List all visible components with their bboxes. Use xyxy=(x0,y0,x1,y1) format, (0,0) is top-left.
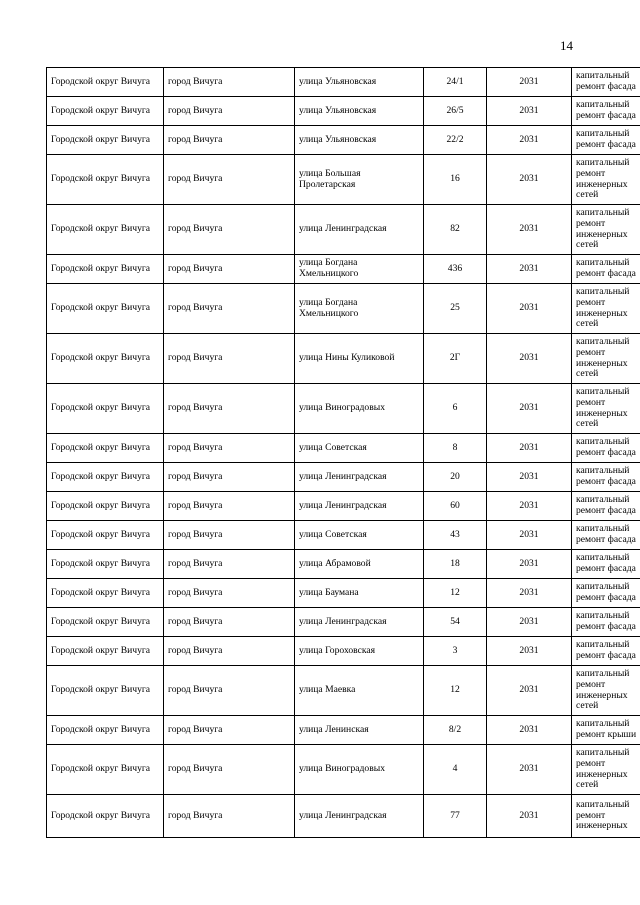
district-cell: Городской округ Вичуга xyxy=(47,284,164,334)
city-cell: город Вичуга xyxy=(164,716,295,745)
work-type-cell: капитальный ремонт фасада xyxy=(572,126,640,155)
district-cell: Городской округ Вичуга xyxy=(47,255,164,284)
house-number-cell: 24/1 xyxy=(424,68,487,97)
district-cell: Городской округ Вичуга xyxy=(47,666,164,716)
table-row xyxy=(47,666,640,716)
street-cell: улица Богдана Хмельницкого xyxy=(295,284,424,334)
district-cell: Городской округ Вичуга xyxy=(47,155,164,205)
city-cell: город Вичуга xyxy=(164,284,295,334)
city-cell: город Вичуга xyxy=(164,126,295,155)
work-type-cell: капитальный ремонт фасада xyxy=(572,97,640,126)
street-cell: улица Гороховская xyxy=(295,637,424,666)
street-cell: улица Баумана xyxy=(295,579,424,608)
city-cell: город Вичуга xyxy=(164,745,295,795)
work-type-cell: капитальный ремонт инженерных сетей xyxy=(572,284,640,334)
district-cell: Городской округ Вичуга xyxy=(47,97,164,126)
year-cell: 2031 xyxy=(487,155,572,205)
house-number-cell: 26/5 xyxy=(424,97,487,126)
city-cell: город Вичуга xyxy=(164,334,295,384)
district-cell: Городской округ Вичуга xyxy=(47,384,164,434)
city-cell: город Вичуга xyxy=(164,255,295,284)
house-number-cell: 8/2 xyxy=(424,716,487,745)
house-number-cell: 12 xyxy=(424,579,487,608)
district-cell: Городской округ Вичуга xyxy=(47,492,164,521)
work-type-cell: капитальный ремонт инженерных сетей xyxy=(572,745,640,795)
city-cell: город Вичуга xyxy=(164,155,295,205)
house-number-cell: 8 xyxy=(424,434,487,463)
work-type-cell: капитальный ремонт инженерных xyxy=(572,795,640,838)
year-cell: 2031 xyxy=(487,463,572,492)
street-cell: улица Ленинградская xyxy=(295,205,424,255)
year-cell: 2031 xyxy=(487,384,572,434)
table-row xyxy=(47,255,640,284)
district-cell: Городской округ Вичуга xyxy=(47,579,164,608)
year-cell: 2031 xyxy=(487,608,572,637)
work-type-cell: капитальный ремонт фасада xyxy=(572,550,640,579)
city-cell: город Вичуга xyxy=(164,463,295,492)
table-row xyxy=(47,716,640,745)
year-cell: 2031 xyxy=(487,579,572,608)
table-row xyxy=(47,384,640,434)
work-type-cell: капитальный ремонт фасада xyxy=(572,579,640,608)
work-type-cell: капитальный ремонт инженерных сетей xyxy=(572,205,640,255)
table-row xyxy=(47,155,640,205)
street-cell: улица Нины Куликовой xyxy=(295,334,424,384)
district-cell: Городской округ Вичуга xyxy=(47,68,164,97)
city-cell: город Вичуга xyxy=(164,68,295,97)
street-cell: улица Ульяновская xyxy=(295,97,424,126)
district-cell: Городской округ Вичуга xyxy=(47,637,164,666)
street-cell: улица Ленинградская xyxy=(295,608,424,637)
house-number-cell: 6 xyxy=(424,384,487,434)
district-cell: Городской округ Вичуга xyxy=(47,205,164,255)
work-type-cell: капитальный ремонт фасада xyxy=(572,492,640,521)
year-cell: 2031 xyxy=(487,68,572,97)
street-cell: улица Ленинградская xyxy=(295,463,424,492)
table-row xyxy=(47,492,640,521)
street-cell: улица Ульяновская xyxy=(295,126,424,155)
work-type-cell: капитальный ремонт фасада xyxy=(572,463,640,492)
work-type-cell: капитальный ремонт фасада xyxy=(572,608,640,637)
city-cell: город Вичуга xyxy=(164,666,295,716)
table-row xyxy=(47,463,640,492)
district-cell: Городской округ Вичуга xyxy=(47,463,164,492)
street-cell: улица Ленинградская xyxy=(295,492,424,521)
table-row xyxy=(47,97,640,126)
work-type-cell: капитальный ремонт инженерных сетей xyxy=(572,334,640,384)
year-cell: 2031 xyxy=(487,716,572,745)
street-cell: улица Маевка xyxy=(295,666,424,716)
year-cell: 2031 xyxy=(487,97,572,126)
house-number-cell: 77 xyxy=(424,795,487,838)
city-cell: город Вичуга xyxy=(164,550,295,579)
table-row xyxy=(47,205,640,255)
work-type-cell: капитальный ремонт инженерных сетей xyxy=(572,384,640,434)
city-cell: город Вичуга xyxy=(164,579,295,608)
district-cell: Городской округ Вичуга xyxy=(47,334,164,384)
house-number-cell: 20 xyxy=(424,463,487,492)
district-cell: Городской округ Вичуга xyxy=(47,716,164,745)
table-row xyxy=(47,637,640,666)
house-number-cell: 60 xyxy=(424,492,487,521)
work-type-cell: капитальный ремонт инженерных сетей xyxy=(572,155,640,205)
work-type-cell: капитальный ремонт фасада xyxy=(572,434,640,463)
city-cell: город Вичуга xyxy=(164,384,295,434)
street-cell: улица Богдана Хмельницкого xyxy=(295,255,424,284)
house-number-cell: 16 xyxy=(424,155,487,205)
city-cell: город Вичуга xyxy=(164,637,295,666)
street-cell: улица Ульяновская xyxy=(295,68,424,97)
district-cell: Городской округ Вичуга xyxy=(47,795,164,838)
house-number-cell: 3 xyxy=(424,637,487,666)
page-number: 14 xyxy=(560,38,573,53)
city-cell: город Вичуга xyxy=(164,608,295,637)
house-number-cell: 54 xyxy=(424,608,487,637)
house-number-cell: 25 xyxy=(424,284,487,334)
street-cell: улица Большая Пролетарская xyxy=(295,155,424,205)
table-row xyxy=(47,284,640,334)
city-cell: город Вичуга xyxy=(164,205,295,255)
district-cell: Городской округ Вичуга xyxy=(47,126,164,155)
year-cell: 2031 xyxy=(487,126,572,155)
table-row xyxy=(47,434,640,463)
street-cell: улица Абрамовой xyxy=(295,550,424,579)
table-row xyxy=(47,745,640,795)
table-row xyxy=(47,68,640,97)
district-cell: Городской округ Вичуга xyxy=(47,521,164,550)
city-cell: город Вичуга xyxy=(164,492,295,521)
table-body xyxy=(47,68,640,838)
year-cell: 2031 xyxy=(487,492,572,521)
year-cell: 2031 xyxy=(487,434,572,463)
district-cell: Городской округ Вичуга xyxy=(47,434,164,463)
house-number-cell: 18 xyxy=(424,550,487,579)
table-row xyxy=(47,521,640,550)
year-cell: 2031 xyxy=(487,666,572,716)
street-cell: улица Виноградовых xyxy=(295,384,424,434)
work-type-cell: капитальный ремонт фасада xyxy=(572,255,640,284)
district-cell: Городской округ Вичуга xyxy=(47,608,164,637)
district-cell: Городской округ Вичуга xyxy=(47,745,164,795)
street-cell: улица Ленинградская xyxy=(295,795,424,838)
street-cell: улица Советская xyxy=(295,521,424,550)
table-row xyxy=(47,608,640,637)
house-number-cell: 82 xyxy=(424,205,487,255)
street-cell: улица Виноградовых xyxy=(295,745,424,795)
house-number-cell: 2Г xyxy=(424,334,487,384)
work-type-cell: капитальный ремонт фасада xyxy=(572,68,640,97)
work-type-cell: капитальный ремонт инженерных сетей xyxy=(572,666,640,716)
house-number-cell: 436 xyxy=(424,255,487,284)
table-row xyxy=(47,795,640,838)
work-type-cell: капитальный ремонт крыши xyxy=(572,716,640,745)
year-cell: 2031 xyxy=(487,745,572,795)
year-cell: 2031 xyxy=(487,284,572,334)
district-cell: Городской округ Вичуга xyxy=(47,550,164,579)
table-row xyxy=(47,550,640,579)
street-cell: улица Ленинская xyxy=(295,716,424,745)
city-cell: город Вичуга xyxy=(164,521,295,550)
street-cell: улица Советская xyxy=(295,434,424,463)
city-cell: город Вичуга xyxy=(164,795,295,838)
house-number-cell: 12 xyxy=(424,666,487,716)
city-cell: город Вичуга xyxy=(164,97,295,126)
table-row xyxy=(47,126,640,155)
year-cell: 2031 xyxy=(487,205,572,255)
work-type-cell: капитальный ремонт фасада xyxy=(572,637,640,666)
year-cell: 2031 xyxy=(487,255,572,284)
year-cell: 2031 xyxy=(487,550,572,579)
city-cell: город Вичуга xyxy=(164,434,295,463)
year-cell: 2031 xyxy=(487,521,572,550)
house-number-cell: 22/2 xyxy=(424,126,487,155)
year-cell: 2031 xyxy=(487,795,572,838)
housing-repair-table xyxy=(46,67,640,838)
house-number-cell: 43 xyxy=(424,521,487,550)
house-number-cell: 4 xyxy=(424,745,487,795)
table-row xyxy=(47,334,640,384)
table-row xyxy=(47,579,640,608)
year-cell: 2031 xyxy=(487,637,572,666)
work-type-cell: капитальный ремонт фасада xyxy=(572,521,640,550)
year-cell: 2031 xyxy=(487,334,572,384)
